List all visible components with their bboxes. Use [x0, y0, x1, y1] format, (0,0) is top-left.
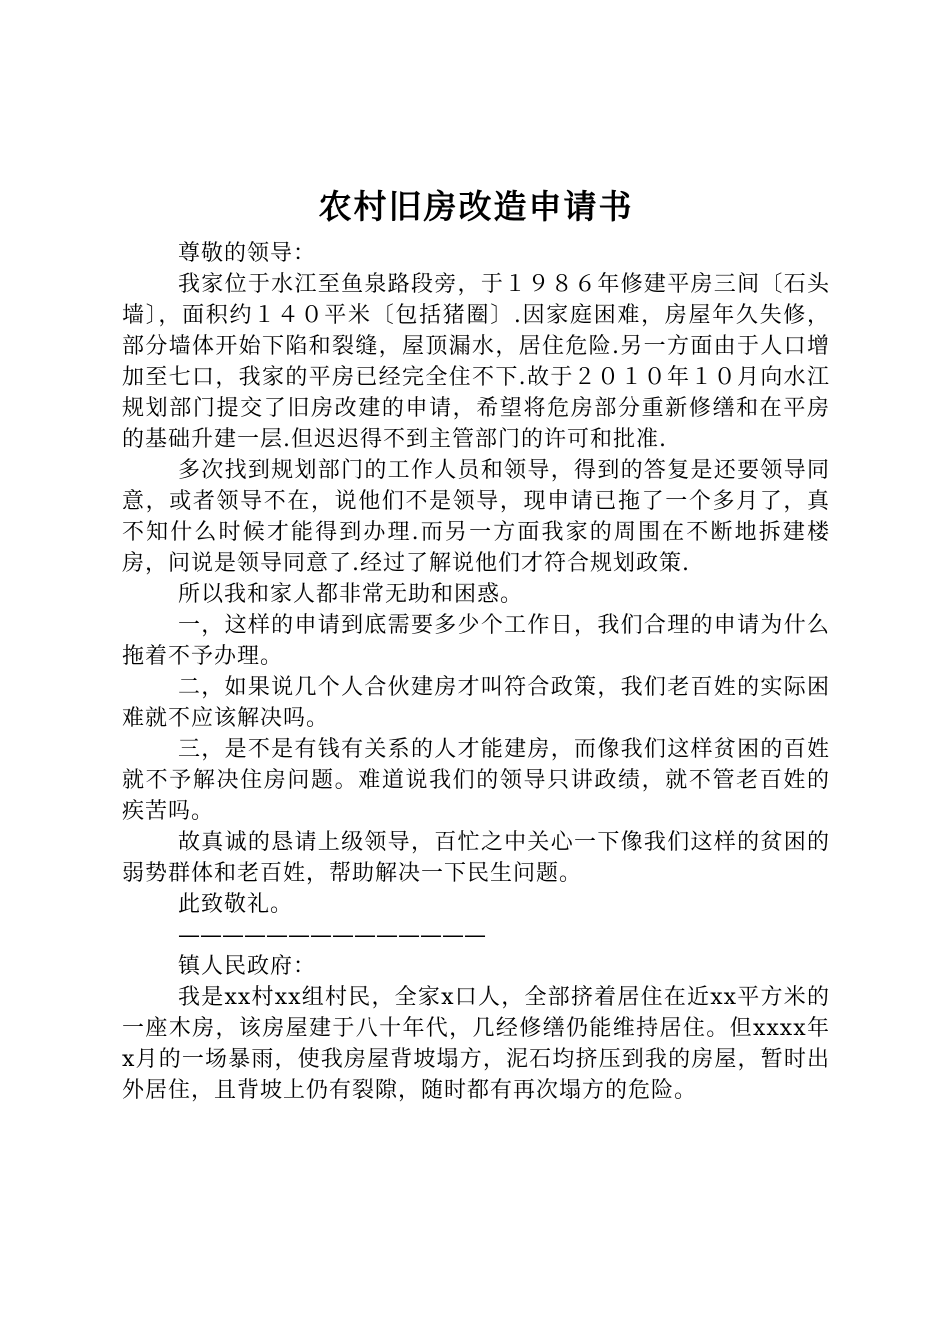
paragraph-question-one: 一，这样的申请到底需要多少个工作日，我们合理的申请为什么拖着不予办理。 [122, 613, 830, 669]
document-title: 农村旧房改造申请书 [318, 187, 634, 226]
section-separator: —————————————— [178, 923, 486, 948]
paragraph-house-situation: 我家位于水江至鱼泉路段旁，于１９８６年修建平房三间〔石头墙〕，面积约１４０平米〔包括猪圈〕.因家庭困难，房屋年久失修，部分墙体开始下陷和裂缝，屋顶漏水，居住危险.另一方面由于人口增加至七口，我家的平房已经完全住不下.故于２０１０年１０月向水江规划部门提交了旧房改建的申请，希望将危房部分重新修缮和在平房的基础升建一层.但迟迟得不到主管部门的许可和批准. [122, 272, 830, 452]
paragraph-question-two: 二，如果说几个人合伙建房才叫符合政策，我们老百姓的实际困难就不应该解决吗。 [122, 675, 830, 731]
letter-one-salutation: 尊敬的领导： [178, 241, 317, 266]
paragraph-wooden-house: 我是xx村xx组村民，全家x口人，全部挤着居住在近xx平方米的一座木房，该房屋建于八十年代，几经修缮仍能维持居住。但xxxx年x月的一场暴雨，使我房屋背坡塌方，泥石均挤压到我的房屋，暂时出外居住，且背坡上仍有裂隙，随时都有再次塌方的危险。 [122, 985, 830, 1103]
letter-one [122, 238, 830, 920]
paragraph-helpless: 所以我和家人都非常无助和困惑。 [178, 582, 524, 607]
paragraph-plea: 故真诚的恳请上级领导，百忙之中关心一下像我们这样的贫困的弱势群体和老百姓，帮助解决一下民生问题。 [122, 830, 830, 886]
paragraph-closing: 此致敬礼。 [178, 892, 294, 917]
paragraph-question-three: 三，是不是有钱有关系的人才能建房，而像我们这样贫困的百姓就不予解决住房问题。难道说我们的领导只讲政绩，就不管老百姓的疾苦吗。 [122, 737, 830, 824]
document-page [122, 182, 830, 1106]
letter-two [122, 951, 830, 1106]
paragraph-repeated-visits: 多次找到规划部门的工作人员和领导，得到的答复是还要领导同意，或者领导不在，说他们不是领导，现申请已拖了一个多月了，真不知什么时候才能得到办理.而另一方面我家的周围在不断地拆建楼房，问说是领导同意了.经过了解说他们才符合规划政策. [122, 458, 830, 576]
letter-two-salutation: 镇人民政府： [178, 954, 317, 979]
